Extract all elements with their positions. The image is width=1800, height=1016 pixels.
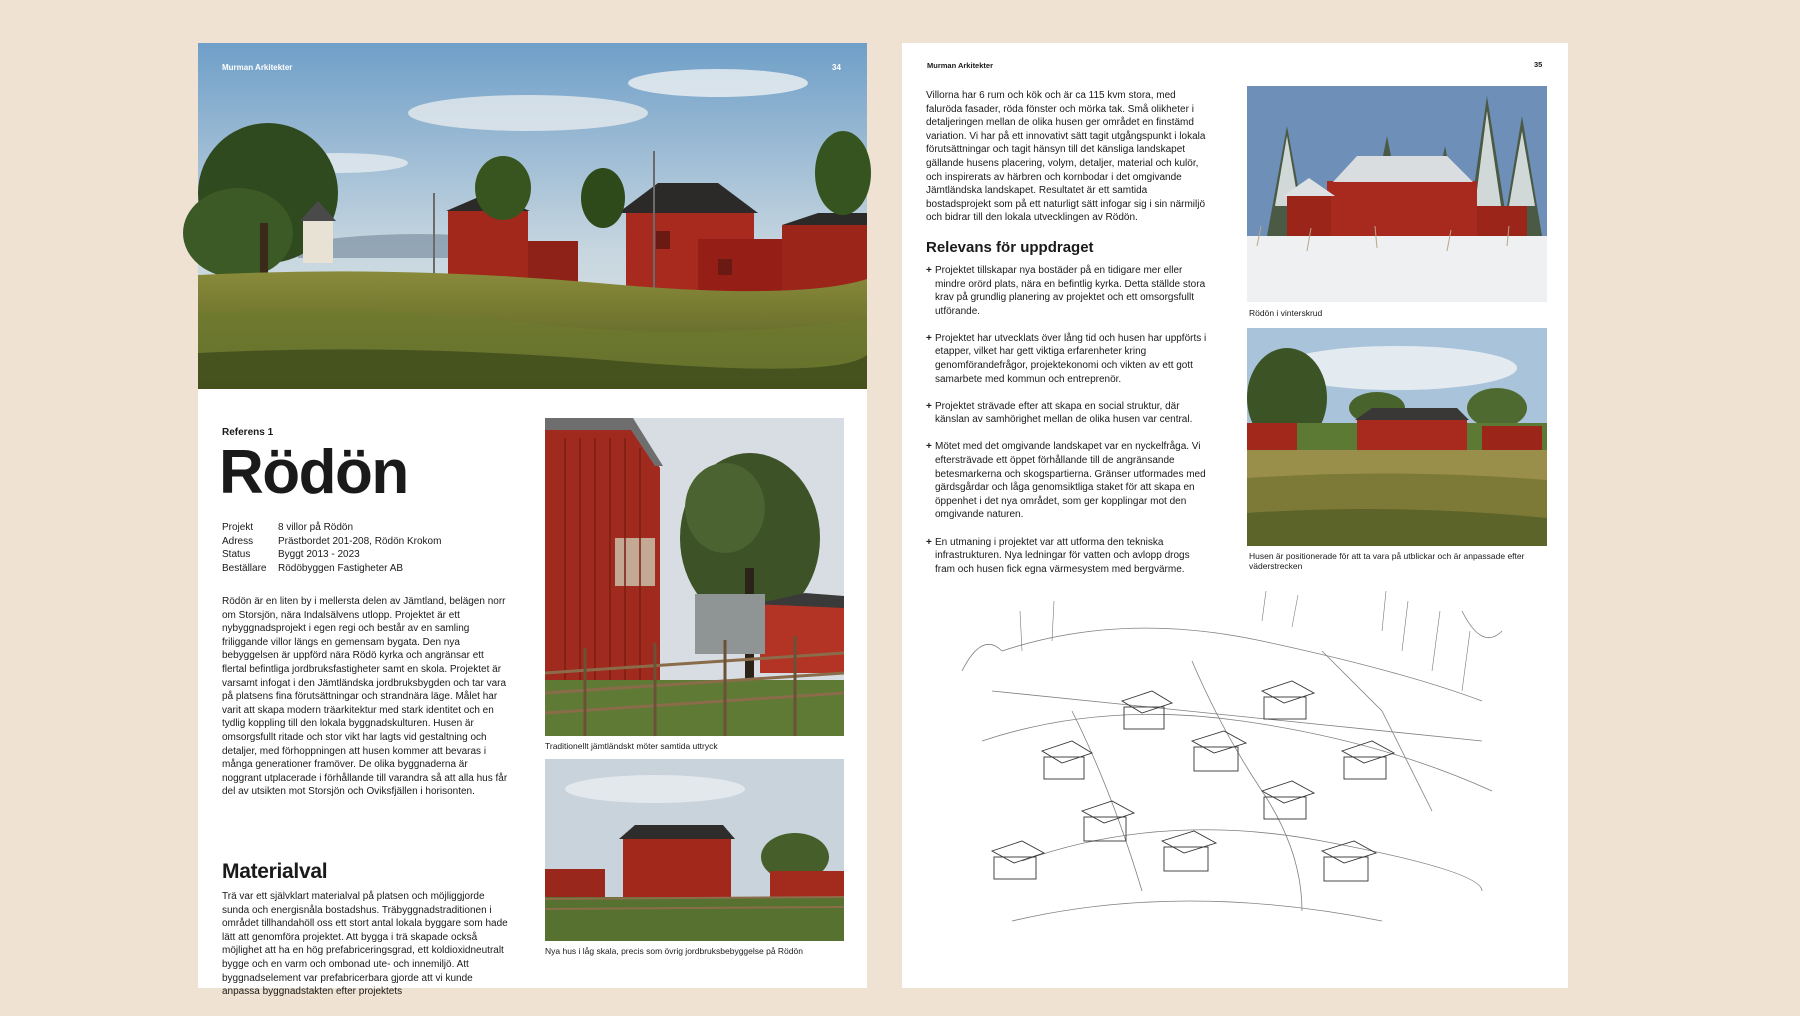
- list-item-text: Projektet har utvecklats över lång tid och husen har uppförts i etapper, vilket har gett viktiga erfarenheter kring genomförandefrågor, projektekonomi och vikten av ett gott samarbete med kommun och entreprenör.: [935, 332, 1207, 385]
- page-number: 34: [832, 63, 841, 72]
- right-page: [902, 43, 1568, 988]
- fact-value: Byggt 2013 - 2023: [278, 549, 360, 560]
- photo-caption: Husen är positionerade för att ta vara på utblickar och är anpassade efter väderstrecken: [1249, 551, 1525, 571]
- fact-row: [222, 535, 441, 549]
- bullet-marker: +: [926, 441, 932, 453]
- material-paragraph: Trä var ett självklart materialval på platsen och möjliggjorde sunda och energisnåla bostadshus. Träbyggnadstraditionen i området tillhandahöll oss ett stort antal lokala byggare som hade lätt att genomföra projektet. Att bygga i trä skapade också möjlighet att ha en hög prefabriceringsgrad, ett koldioxidneutralt bygge och en varm och ombonad ute- och innemiljö. Att byggnadselement var prefabricerbara gjorde att vi kunde anpassa byggnadstakten efter projektets: [222, 891, 508, 998]
- village-view-photo: [545, 759, 844, 941]
- list-item: [926, 332, 1211, 386]
- fact-value: 8 villor på Rödön: [278, 522, 354, 533]
- fact-row: [222, 521, 441, 535]
- list-item: [926, 400, 1211, 427]
- list-item-text: Projektet strävade efter att skapa en social struktur, där känslan av samhörighet mellan de olika husen var central.: [935, 400, 1193, 426]
- photo-caption: Nya hus i låg skala, precis som övrig jordbruksbebyggelse på Rödön: [545, 946, 803, 956]
- hero-photo: [198, 43, 867, 389]
- summer-field-photo: [1247, 328, 1547, 546]
- list-item-text: En utmaning i projektet var att utforma den tekniska infrastrukturen. Nya ledningar för vatten och avlopp drogs fram och husen fick egna värmesystem med bergvärme.: [935, 536, 1190, 575]
- material-heading: Materialval: [222, 860, 328, 883]
- fact-key: Beställare: [222, 562, 267, 574]
- fact-key: Projekt: [222, 522, 254, 533]
- fact-row: [222, 548, 441, 562]
- list-item-text: Projektet tillskapar nya bostäder på en tidigare mer eller mindre orörd plats, nära en befintlig kyrka. Detta ställde stora krav på grundlig planering av projektet och ett omsorgsfullt utförande.: [935, 265, 1206, 317]
- site-sketch-drawing: [962, 591, 1507, 961]
- bullet-marker: +: [926, 332, 932, 344]
- page-header-brand: Murman Arkitekter: [222, 63, 293, 72]
- photo-caption: Rödön i vinterskrud: [1249, 308, 1323, 318]
- list-item: [926, 264, 1211, 318]
- left-page: [198, 43, 867, 998]
- reference-label: Referens 1: [222, 427, 274, 438]
- project-facts-table: [222, 521, 441, 575]
- intro-paragraph: Rödön är en liten by i mellersta delen av Jämtland, belägen norr om Storsjön, nära Indalsälvens utlopp. Projektet är ett nybyggnadsprojekt i egen regi och består av en samling friliggande villor längs en gemensam bygata. Den nya bebyggelsen är uppförd nära Rödö kyrka och angränsar ett flertal befintliga jordbruksfastigheter samt en skola. Projektet är varsamt infogat i den Jämtländska jordbruksbygden och tar vara på platsens fina förutsättningar och strandnära läge. Målet har varit att skapa modern träarkitektur med stark identitet och en tydlig koppling till den lokala byggnadskulturen. Husen är omsorgsfullt ritade och stor vikt har lagts vid gestaltning och detaljer, med förhoppningen att husen kommer att bevaras i många generationer framöver. De olika byggnaderna är noggrant utplacerade i förhållande till varandra så att alla hus får del av utsikten mot Storsjön och Oviksfjällen i horisonten.: [222, 596, 508, 798]
- list-item: [926, 536, 1211, 577]
- relevance-heading: Relevans för uppdraget: [926, 239, 1094, 256]
- winter-photo: [1247, 86, 1547, 302]
- house-facade-photo: [545, 418, 844, 736]
- list-item: [926, 440, 1211, 522]
- photo-caption: Traditionellt jämtländskt möter samtida uttryck: [545, 741, 718, 751]
- fact-row: [222, 562, 441, 576]
- fact-key: Status: [222, 549, 251, 560]
- fact-value: Rödöbyggen Fastigheter AB: [278, 562, 404, 574]
- bullet-marker: +: [926, 400, 932, 412]
- page-number: 35: [1534, 60, 1543, 69]
- bullet-marker: +: [926, 536, 932, 548]
- villa-description-paragraph: Villorna har 6 rum och kök och är ca 115 kvm stora, med faluröda fasader, röda fönster och mörka tak. Små olikheter i detaljeringen mellan de olika husen ger området en finstämd variation. Vi har på ett innovativt sätt tagit utgångspunkt i lokala förutsättningar och tagit hänsyn till det känsliga landskapet gällande husens placering, volym, detaljer, material och kulör, och inspirerats av härbren och kornbodar i det omgivande Jämtländska landskapet. Resultatet är ett samtida bostadsprojekt som på ett naturligt sätt infogar sig i sin närmiljö och bidrar till den lokala utvecklingen av Rödön.: [926, 90, 1206, 224]
- project-title: Rödön: [219, 438, 408, 507]
- list-item-text: Mötet med det omgivande landskapet var en nyckelfråga. Vi eftersträvade ett öppet förhållande till de angränsande betesmarkerna och skogspartierna. Gränser utformades med gärdsgårdar och låga genomsiktliga staket för att skapa en öppenhet i det nya området, som ger kopplingar mot den omgivande naturen.: [935, 441, 1206, 521]
- fact-key: Adress: [222, 535, 254, 547]
- bullet-marker: +: [926, 265, 932, 276]
- fact-value: Prästbordet 201-208, Rödön Krokom: [278, 535, 442, 547]
- relevance-list: [926, 264, 1211, 590]
- page-header-brand: Murman Arkitekter: [927, 61, 993, 70]
